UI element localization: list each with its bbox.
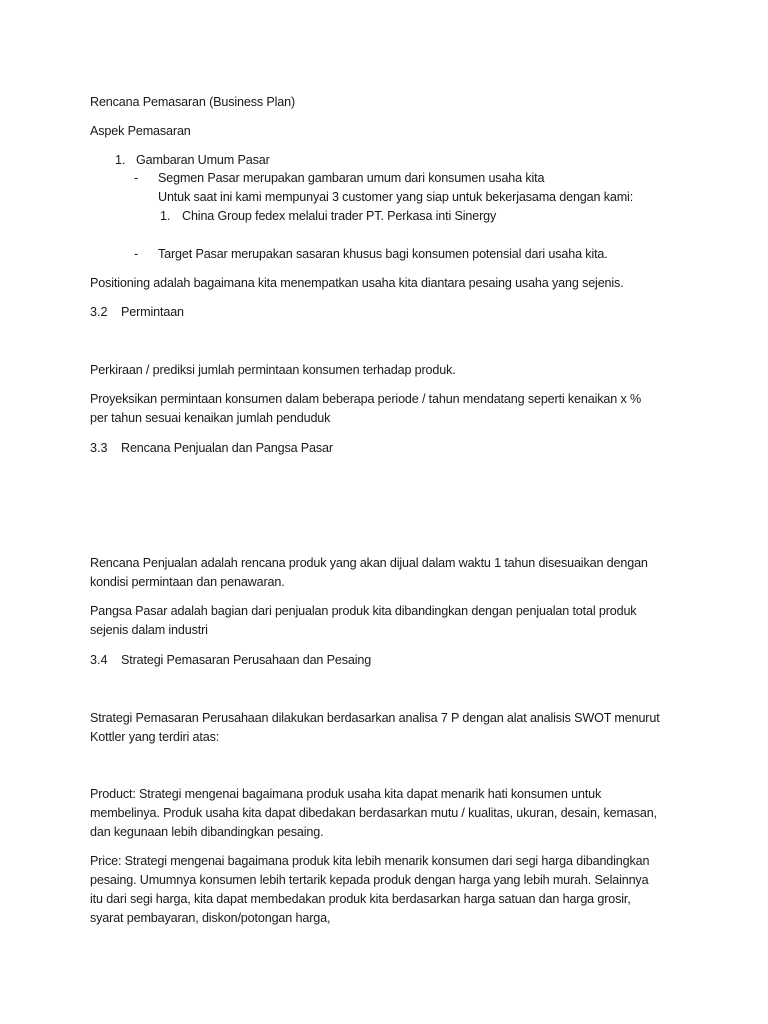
bullet1-dash: - xyxy=(134,171,139,185)
bullet2-text: Target Pasar merupakan sasaran khusus bagi konsumen potensial dari usaha kita. xyxy=(158,247,608,261)
paragraph-line: Proyeksikan permintaan konsumen dalam beberapa periode / tahun mendatang seperti kenaikan x % xyxy=(90,392,642,406)
product-paragraph xyxy=(90,785,690,842)
sales-plan-paragraph xyxy=(90,554,690,592)
section-3-4-heading: Strategi Pemasaran Perusahaan dan Pesaing xyxy=(121,653,372,667)
bullet1-text: Segmen Pasar merupakan gambaran umum dari konsumen usaha kita xyxy=(158,171,545,185)
section-3-3-number: 3.3 xyxy=(90,441,108,455)
sub-item-text: China Group fedex melalui trader PT. Perkasa inti Sinergy xyxy=(182,209,497,223)
price-paragraph xyxy=(90,852,690,928)
demand-paragraph-2 xyxy=(90,390,690,428)
paragraph-line: pesaing. Umumnya konsumen lebih tertarik kepada produk dengan harga yang lebih murah. Selainnya xyxy=(90,873,649,887)
bullet2-dash: - xyxy=(134,247,139,261)
section-3-2-number: 3.2 xyxy=(90,305,108,319)
paragraph-line: dan kegunaan lebih dibandingkan pesaing. xyxy=(90,825,324,839)
paragraph-line: per tahun sesuai kenaikan jumlah penduduk xyxy=(90,411,331,425)
paragraph-line: Rencana Penjualan adalah rencana produk yang akan dijual dalam waktu 1 tahun disesuaikan dengan xyxy=(90,556,648,570)
demand-paragraph-1: Perkiraan / prediksi jumlah permintaan konsumen terhadap produk. xyxy=(90,363,456,377)
positioning-paragraph: Positioning adalah bagaimana kita menempatkan usaha kita diantara pesaing usaha yang sejenis. xyxy=(90,276,624,290)
paragraph-line: Strategi Pemasaran Perusahaan dilakukan berdasarkan analisa 7 P dengan alat analisis SWOT menurut xyxy=(90,711,660,725)
paragraph-line: kondisi permintaan dan penawaran. xyxy=(90,575,285,589)
section1-heading: Gambaran Umum Pasar xyxy=(136,153,270,167)
section-3-3-heading: Rencana Penjualan dan Pangsa Pasar xyxy=(121,441,333,455)
aspect-heading: Aspek Pemasaran xyxy=(90,124,191,138)
market-share-paragraph xyxy=(90,602,690,640)
section-3-4-number: 3.4 xyxy=(90,653,108,667)
paragraph-line: sejenis dalam industri xyxy=(90,623,208,637)
paragraph-line: Product: Strategi mengenai bagaimana produk usaha kita dapat menarik hati konsumen untuk xyxy=(90,787,602,801)
paragraph-line: membelinya. Produk usaha kita dapat dibedakan berdasarkan mutu / kualitas, ukuran, desain, kemasan, xyxy=(90,806,657,820)
paragraph-line: Pangsa Pasar adalah bagian dari penjualan produk kita dibandingkan dengan penjualan total produk xyxy=(90,604,637,618)
section-3-2-heading: Permintaan xyxy=(121,305,184,319)
strategy-intro-paragraph xyxy=(90,709,690,747)
paragraph-line: syarat pembayaran, diskon/potongan harga, xyxy=(90,911,331,925)
paragraph-line: Price: Strategi mengenai bagaimana produk kita lebih menarik konsumen dari segi harga dibandingkan xyxy=(90,854,650,868)
bullet1-continuation: Untuk saat ini kami mempunyai 3 customer yang siap untuk bekerjasama dengan kami: xyxy=(158,190,634,204)
paragraph-line: Kottler yang terdiri atas: xyxy=(90,730,220,744)
section1-number: 1. xyxy=(115,153,126,167)
paragraph-line: itu dari segi harga, kita dapat membedakan produk kita berdasarkan harga satuan dan harga grosir, xyxy=(90,892,631,906)
sub-item-number: 1. xyxy=(160,209,171,223)
document-title: Rencana Pemasaran (Business Plan) xyxy=(90,95,296,109)
